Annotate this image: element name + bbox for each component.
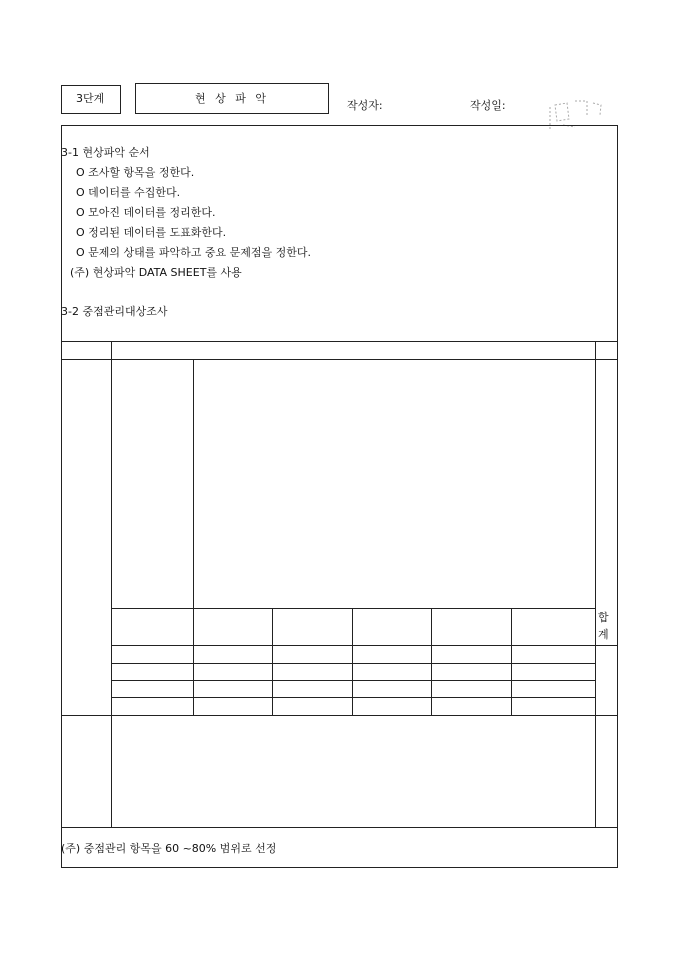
footer-note: (주) 중점관리 항목을 60 ~80% 범위로 선정 bbox=[61, 842, 277, 855]
step-2: O 데이터를 수집한다. bbox=[76, 186, 181, 199]
table-header-line bbox=[61, 359, 618, 360]
step-3: O 모아진 데이터를 정리한다. bbox=[76, 206, 216, 219]
stage-label: 3단계 bbox=[76, 92, 105, 105]
data-col-3 bbox=[352, 608, 353, 715]
table-top-line bbox=[61, 341, 618, 342]
step-5: O 문제의 상태를 파악하고 중요 문제점을 정한다. bbox=[76, 246, 312, 259]
title-box bbox=[135, 83, 329, 114]
row-line-6 bbox=[61, 715, 618, 716]
row-line-3 bbox=[111, 663, 595, 664]
page-title: 현 상 파 악 bbox=[195, 92, 269, 105]
author-label: 작성자: bbox=[347, 99, 383, 112]
section1-note: (주) 현상파악 DATA SHEET를 사용 bbox=[70, 266, 242, 279]
row-line-5 bbox=[111, 697, 595, 698]
section1-heading: 3-1 현상파악 순서 bbox=[61, 146, 150, 159]
total-label-1: 합 bbox=[598, 611, 609, 624]
section2-heading: 3-2 중점관리대상조사 bbox=[61, 305, 168, 318]
stage-box bbox=[61, 85, 121, 114]
footer-line bbox=[61, 827, 618, 828]
col-left-divider bbox=[111, 341, 112, 827]
data-col-4 bbox=[431, 608, 432, 715]
data-col-2 bbox=[272, 608, 273, 715]
row-line-2 bbox=[111, 645, 618, 646]
step-1: O 조사할 항목을 정한다. bbox=[76, 166, 195, 179]
col-right-divider bbox=[595, 341, 596, 827]
row-line-1 bbox=[111, 608, 595, 609]
data-col-5 bbox=[511, 608, 512, 715]
row-line-4 bbox=[111, 680, 595, 681]
chart-axis-line bbox=[193, 359, 194, 715]
step-4: O 정리된 데이터를 도표화한다. bbox=[76, 226, 227, 239]
date-label: 작성일: bbox=[470, 99, 506, 112]
total-label-2: 계 bbox=[598, 628, 609, 641]
